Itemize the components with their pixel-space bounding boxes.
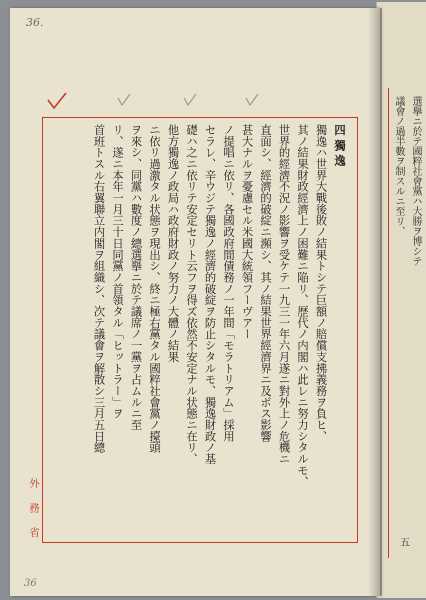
text-line: 他方獨逸ノ政局ハ政府財政ノ努力ノ大體ノ結果 bbox=[166, 124, 180, 363]
pencil-check-mark-icon bbox=[182, 92, 198, 108]
text-line: 世界的經濟不況ノ影響ヲ受ケテ一九三一年六月遂ニ對外上ノ危機ニ bbox=[277, 124, 291, 465]
text-line: ノ提唱ニ依リ、各國政府間債務ノ一年間「モラトリアム」採用 bbox=[222, 124, 235, 442]
next-page-text bbox=[388, 96, 424, 546]
bottom-page-mark: 36 bbox=[24, 578, 37, 589]
text-line: リ、遂ニ本年一月三十日同黨ノ首領タル「ヒットラー」ヲ bbox=[111, 124, 124, 420]
text-line: セラレ、辛ウジテ獨逸ノ經濟的破綻ヲ防止シタルモ、獨逸財政ノ基 bbox=[203, 124, 217, 465]
text-line: 直面シ、經濟的破綻ニ瀕シ、其ノ結果世界經濟界ニ及ボス影響 bbox=[259, 124, 272, 442]
text-line: 礎ハ之ニ依リテ安定セリト云フヲ得ズ依然不安定ナル状態ニ在リ、 bbox=[185, 124, 198, 465]
red-check-mark-icon bbox=[46, 92, 68, 112]
pencil-check-mark-icon bbox=[116, 92, 132, 108]
next-page-tail-mark: 五 bbox=[400, 538, 410, 549]
next-page-line: 選擧ニ於テ國粹社會黨ハ大勝ヲ博シテ bbox=[410, 96, 421, 266]
next-page-line: 議會ノ過半數ヲ制スルニ至リ、 bbox=[393, 96, 404, 236]
text-line: 甚大ナルヲ憂慮セル米國大統領フーヴアー bbox=[240, 124, 254, 340]
pencil-check-mark-icon bbox=[244, 92, 260, 108]
page-number: 36. bbox=[26, 16, 44, 29]
text-line: 獨逸ハ世界大戰後敗ノ結果トシテ巨額ノ賠償支拂義務ヲ負ヒ、 bbox=[314, 124, 328, 442]
text-line: 其ノ結果財政經濟上ノ困難ニ陥リ、歴代ノ内閣ハ此レニ努力シタルモ、 bbox=[296, 124, 309, 488]
main-text-body bbox=[52, 124, 348, 536]
text-line: 首班トスル右翼聯立内閣ヲ組織シ、次テ議會ヲ解散シ三月五日總 bbox=[92, 124, 106, 454]
section-heading: 四 獨 逸 bbox=[333, 124, 346, 167]
book-spine-shadow bbox=[368, 8, 382, 596]
text-line: ヲ來シ、同黨ハ數度ノ總選擧ニ於テ議席ノ一黨ヲ占ムルニ至 bbox=[129, 124, 143, 431]
publisher-mark: 外務省 bbox=[28, 478, 40, 552]
text-line: ニ依リ過激タル状態ヲ現出シ、終ニ極右黨タル國粹社會黨ノ擡頭 bbox=[148, 124, 161, 454]
